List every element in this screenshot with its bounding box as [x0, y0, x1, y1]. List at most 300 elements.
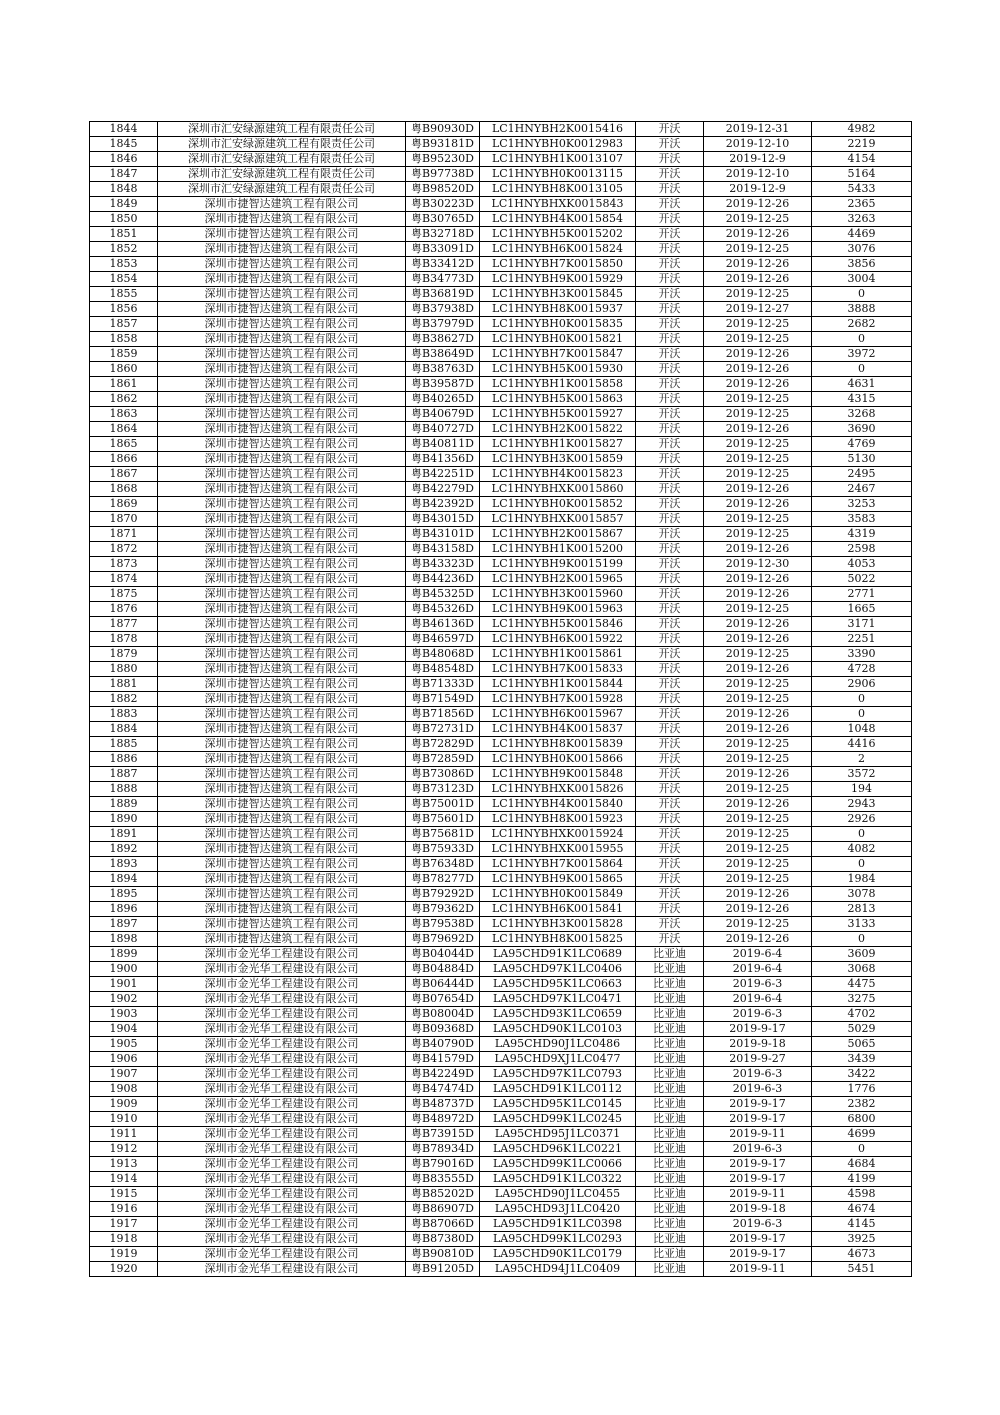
brand-cell: 比亚迪: [636, 977, 704, 992]
plate-number-cell: 粤B78934D: [406, 1142, 480, 1157]
company-name-cell: 深圳市金光华工程建设有限公司: [158, 1067, 406, 1082]
brand-cell: 开沃: [636, 707, 704, 722]
brand-cell: 开沃: [636, 572, 704, 587]
vin-number-cell: LC1HNYBH8K0015825: [480, 932, 636, 947]
date-cell: 2019-12-26: [704, 707, 812, 722]
brand-cell: 开沃: [636, 872, 704, 887]
value-cell: 4145: [812, 1217, 912, 1232]
brand-cell: 开沃: [636, 137, 704, 152]
plate-number-cell: 粤B33091D: [406, 242, 480, 257]
row-number-cell: 1846: [90, 152, 158, 167]
vin-number-cell: LC1HNYBH0K0015866: [480, 752, 636, 767]
row-number-cell: 1916: [90, 1202, 158, 1217]
company-name-cell: 深圳市金光华工程建设有限公司: [158, 992, 406, 1007]
table-row: [90, 1217, 912, 1232]
row-number-cell: 1859: [90, 347, 158, 362]
table-row: [90, 962, 912, 977]
table-row: [90, 947, 912, 962]
table-row: [90, 467, 912, 482]
date-cell: 2019-12-30: [704, 557, 812, 572]
table-row: [90, 317, 912, 332]
row-number-cell: 1909: [90, 1097, 158, 1112]
vin-number-cell: LC1HNYBH9K0015848: [480, 767, 636, 782]
plate-number-cell: 粤B45325D: [406, 587, 480, 602]
table-row: [90, 287, 912, 302]
plate-number-cell: 粤B79292D: [406, 887, 480, 902]
brand-cell: 比亚迪: [636, 1172, 704, 1187]
plate-number-cell: 粤B95230D: [406, 152, 480, 167]
plate-number-cell: 粤B43101D: [406, 527, 480, 542]
vin-number-cell: LC1HNYBHXK0015857: [480, 512, 636, 527]
brand-cell: 开沃: [636, 437, 704, 452]
vin-number-cell: LA95CHD91K1LC0322: [480, 1172, 636, 1187]
company-name-cell: 深圳市捷智达建筑工程有限公司: [158, 407, 406, 422]
date-cell: 2019-12-25: [704, 812, 812, 827]
date-cell: 2019-12-25: [704, 842, 812, 857]
vin-number-cell: LC1HNYBH7K0015833: [480, 662, 636, 677]
row-number-cell: 1858: [90, 332, 158, 347]
brand-cell: 比亚迪: [636, 1067, 704, 1082]
date-cell: 2019-6-3: [704, 1082, 812, 1097]
company-name-cell: 深圳市捷智达建筑工程有限公司: [158, 857, 406, 872]
row-number-cell: 1876: [90, 602, 158, 617]
brand-cell: 开沃: [636, 122, 704, 137]
plate-number-cell: 粤B91205D: [406, 1262, 480, 1277]
brand-cell: 比亚迪: [636, 1142, 704, 1157]
table-row: [90, 1247, 912, 1262]
company-name-cell: 深圳市捷智达建筑工程有限公司: [158, 497, 406, 512]
date-cell: 2019-12-25: [704, 872, 812, 887]
row-number-cell: 1905: [90, 1037, 158, 1052]
brand-cell: 开沃: [636, 482, 704, 497]
vin-number-cell: LC1HNYBHXK0015955: [480, 842, 636, 857]
date-cell: 2019-12-26: [704, 932, 812, 947]
brand-cell: 开沃: [636, 182, 704, 197]
plate-number-cell: 粤B48548D: [406, 662, 480, 677]
brand-cell: 开沃: [636, 542, 704, 557]
company-name-cell: 深圳市捷智达建筑工程有限公司: [158, 797, 406, 812]
vin-number-cell: LA95CHD97K1LC0406: [480, 962, 636, 977]
value-cell: 4702: [812, 1007, 912, 1022]
plate-number-cell: 粤B46597D: [406, 632, 480, 647]
brand-cell: 开沃: [636, 377, 704, 392]
value-cell: 2906: [812, 677, 912, 692]
table-row: [90, 1022, 912, 1037]
vin-number-cell: LC1HNYBH3K0015828: [480, 917, 636, 932]
company-name-cell: 深圳市捷智达建筑工程有限公司: [158, 437, 406, 452]
date-cell: 2019-9-27: [704, 1052, 812, 1067]
date-cell: 2019-12-26: [704, 767, 812, 782]
table-body: [90, 122, 912, 1277]
brand-cell: 开沃: [636, 287, 704, 302]
plate-number-cell: 粤B72859D: [406, 752, 480, 767]
row-number-cell: 1853: [90, 257, 158, 272]
vin-number-cell: LA95CHD95K1LC0145: [480, 1097, 636, 1112]
plate-number-cell: 粤B75001D: [406, 797, 480, 812]
date-cell: 2019-9-17: [704, 1022, 812, 1037]
vin-number-cell: LC1HNYBH1K0015844: [480, 677, 636, 692]
plate-number-cell: 粤B73086D: [406, 767, 480, 782]
plate-number-cell: 粤B78277D: [406, 872, 480, 887]
value-cell: 3690: [812, 422, 912, 437]
company-name-cell: 深圳市捷智达建筑工程有限公司: [158, 587, 406, 602]
date-cell: 2019-12-25: [704, 437, 812, 452]
vin-number-cell: LC1HNYBH6K0015841: [480, 902, 636, 917]
company-name-cell: 深圳市捷智达建筑工程有限公司: [158, 692, 406, 707]
brand-cell: 开沃: [636, 857, 704, 872]
vin-number-cell: LC1HNYBH7K0015928: [480, 692, 636, 707]
plate-number-cell: 粤B32718D: [406, 227, 480, 242]
value-cell: 4631: [812, 377, 912, 392]
vin-number-cell: LC1HNYBH1K0015200: [480, 542, 636, 557]
table-row: [90, 1082, 912, 1097]
date-cell: 2019-9-11: [704, 1127, 812, 1142]
row-number-cell: 1862: [90, 392, 158, 407]
row-number-cell: 1906: [90, 1052, 158, 1067]
date-cell: 2019-12-26: [704, 632, 812, 647]
date-cell: 2019-12-27: [704, 302, 812, 317]
value-cell: 3263: [812, 212, 912, 227]
row-number-cell: 1871: [90, 527, 158, 542]
value-cell: 3133: [812, 917, 912, 932]
table-row: [90, 437, 912, 452]
plate-number-cell: 粤B42279D: [406, 482, 480, 497]
date-cell: 2019-12-25: [704, 782, 812, 797]
value-cell: 5022: [812, 572, 912, 587]
company-name-cell: 深圳市捷智达建筑工程有限公司: [158, 512, 406, 527]
vin-number-cell: LC1HNYBHXK0015843: [480, 197, 636, 212]
vin-number-cell: LC1HNYBHXK0015860: [480, 482, 636, 497]
plate-number-cell: 粤B48737D: [406, 1097, 480, 1112]
company-name-cell: 深圳市捷智达建筑工程有限公司: [158, 467, 406, 482]
row-number-cell: 1854: [90, 272, 158, 287]
brand-cell: 开沃: [636, 332, 704, 347]
brand-cell: 比亚迪: [636, 1112, 704, 1127]
row-number-cell: 1883: [90, 707, 158, 722]
row-number-cell: 1887: [90, 767, 158, 782]
date-cell: 2019-12-26: [704, 617, 812, 632]
row-number-cell: 1918: [90, 1232, 158, 1247]
date-cell: 2019-9-18: [704, 1202, 812, 1217]
value-cell: 4199: [812, 1172, 912, 1187]
company-name-cell: 深圳市捷智达建筑工程有限公司: [158, 572, 406, 587]
row-number-cell: 1892: [90, 842, 158, 857]
value-cell: 5433: [812, 182, 912, 197]
table-row: [90, 272, 912, 287]
row-number-cell: 1886: [90, 752, 158, 767]
vin-number-cell: LC1HNYBH4K0015823: [480, 467, 636, 482]
date-cell: 2019-12-25: [704, 317, 812, 332]
plate-number-cell: 粤B43158D: [406, 542, 480, 557]
plate-number-cell: 粤B04884D: [406, 962, 480, 977]
brand-cell: 开沃: [636, 497, 704, 512]
value-cell: 2926: [812, 812, 912, 827]
row-number-cell: 1857: [90, 317, 158, 332]
value-cell: 3609: [812, 947, 912, 962]
value-cell: 2251: [812, 632, 912, 647]
date-cell: 2019-9-17: [704, 1232, 812, 1247]
table-row: [90, 662, 912, 677]
vin-number-cell: LC1HNYBHXK0015924: [480, 827, 636, 842]
plate-number-cell: 粤B42392D: [406, 497, 480, 512]
vin-number-cell: LC1HNYBH4K0015854: [480, 212, 636, 227]
brand-cell: 开沃: [636, 602, 704, 617]
plate-number-cell: 粤B76348D: [406, 857, 480, 872]
vin-number-cell: LA95CHD99K1LC0245: [480, 1112, 636, 1127]
plate-number-cell: 粤B06444D: [406, 977, 480, 992]
value-cell: 3572: [812, 767, 912, 782]
row-number-cell: 1898: [90, 932, 158, 947]
row-number-cell: 1908: [90, 1082, 158, 1097]
row-number-cell: 1848: [90, 182, 158, 197]
table-row: [90, 242, 912, 257]
row-number-cell: 1872: [90, 542, 158, 557]
vehicle-registry-table: [89, 121, 912, 1277]
row-number-cell: 1920: [90, 1262, 158, 1277]
vin-number-cell: LC1HNYBH2K0015867: [480, 527, 636, 542]
table-row: [90, 542, 912, 557]
brand-cell: 比亚迪: [636, 1022, 704, 1037]
table-row: [90, 692, 912, 707]
value-cell: 2943: [812, 797, 912, 812]
company-name-cell: 深圳市捷智达建筑工程有限公司: [158, 242, 406, 257]
date-cell: 2019-9-17: [704, 1157, 812, 1172]
row-number-cell: 1917: [90, 1217, 158, 1232]
plate-number-cell: 粤B72829D: [406, 737, 480, 752]
brand-cell: 开沃: [636, 347, 704, 362]
plate-number-cell: 粤B42249D: [406, 1067, 480, 1082]
row-number-cell: 1879: [90, 647, 158, 662]
vin-number-cell: LC1HNYBH5K0015846: [480, 617, 636, 632]
brand-cell: 比亚迪: [636, 1157, 704, 1172]
table-row: [90, 332, 912, 347]
row-number-cell: 1882: [90, 692, 158, 707]
plate-number-cell: 粤B43323D: [406, 557, 480, 572]
vin-number-cell: LC1HNYBH6K0015922: [480, 632, 636, 647]
vin-number-cell: LA95CHD99K1LC0066: [480, 1157, 636, 1172]
table-row: [90, 677, 912, 692]
value-cell: 2382: [812, 1097, 912, 1112]
value-cell: 4699: [812, 1127, 912, 1142]
brand-cell: 开沃: [636, 887, 704, 902]
company-name-cell: 深圳市捷智达建筑工程有限公司: [158, 872, 406, 887]
table-row: [90, 1067, 912, 1082]
date-cell: 2019-6-4: [704, 947, 812, 962]
table-row: [90, 857, 912, 872]
row-number-cell: 1893: [90, 857, 158, 872]
vin-number-cell: LC1HNYBH0K0015835: [480, 317, 636, 332]
plate-number-cell: 粤B73123D: [406, 782, 480, 797]
company-name-cell: 深圳市汇安绿源建筑工程有限责任公司: [158, 137, 406, 152]
brand-cell: 开沃: [636, 692, 704, 707]
value-cell: 2682: [812, 317, 912, 332]
brand-cell: 比亚迪: [636, 992, 704, 1007]
value-cell: 4315: [812, 392, 912, 407]
company-name-cell: 深圳市金光华工程建设有限公司: [158, 1007, 406, 1022]
plate-number-cell: 粤B43015D: [406, 512, 480, 527]
vin-number-cell: LC1HNYBH3K0015960: [480, 587, 636, 602]
table-row: [90, 482, 912, 497]
company-name-cell: 深圳市捷智达建筑工程有限公司: [158, 377, 406, 392]
value-cell: 3268: [812, 407, 912, 422]
date-cell: 2019-6-3: [704, 1067, 812, 1082]
row-number-cell: 1890: [90, 812, 158, 827]
date-cell: 2019-6-3: [704, 1217, 812, 1232]
plate-number-cell: 粤B85202D: [406, 1187, 480, 1202]
company-name-cell: 深圳市捷智达建筑工程有限公司: [158, 302, 406, 317]
value-cell: 6800: [812, 1112, 912, 1127]
vin-number-cell: LC1HNYBH5K0015202: [480, 227, 636, 242]
row-number-cell: 1903: [90, 1007, 158, 1022]
plate-number-cell: 粤B90930D: [406, 122, 480, 137]
date-cell: 2019-12-26: [704, 272, 812, 287]
date-cell: 2019-12-26: [704, 197, 812, 212]
row-number-cell: 1875: [90, 587, 158, 602]
vin-number-cell: LA95CHD91K1LC0398: [480, 1217, 636, 1232]
value-cell: 0: [812, 1142, 912, 1157]
date-cell: 2019-12-25: [704, 857, 812, 872]
company-name-cell: 深圳市捷智达建筑工程有限公司: [158, 722, 406, 737]
row-number-cell: 1912: [90, 1142, 158, 1157]
brand-cell: 比亚迪: [636, 1217, 704, 1232]
brand-cell: 开沃: [636, 527, 704, 542]
plate-number-cell: 粤B87380D: [406, 1232, 480, 1247]
plate-number-cell: 粤B98520D: [406, 182, 480, 197]
plate-number-cell: 粤B08004D: [406, 1007, 480, 1022]
plate-number-cell: 粤B75933D: [406, 842, 480, 857]
date-cell: 2019-9-17: [704, 1112, 812, 1127]
plate-number-cell: 粤B71333D: [406, 677, 480, 692]
vin-number-cell: LC1HNYBH8K0015923: [480, 812, 636, 827]
plate-number-cell: 粤B48068D: [406, 647, 480, 662]
plate-number-cell: 粤B40265D: [406, 392, 480, 407]
plate-number-cell: 粤B37979D: [406, 317, 480, 332]
plate-number-cell: 粤B09368D: [406, 1022, 480, 1037]
company-name-cell: 深圳市金光华工程建设有限公司: [158, 1037, 406, 1052]
table-row: [90, 1052, 912, 1067]
value-cell: 194: [812, 782, 912, 797]
plate-number-cell: 粤B79362D: [406, 902, 480, 917]
company-name-cell: 深圳市捷智达建筑工程有限公司: [158, 917, 406, 932]
value-cell: 3253: [812, 497, 912, 512]
company-name-cell: 深圳市捷智达建筑工程有限公司: [158, 782, 406, 797]
row-number-cell: 1897: [90, 917, 158, 932]
plate-number-cell: 粤B75601D: [406, 812, 480, 827]
brand-cell: 开沃: [636, 677, 704, 692]
company-name-cell: 深圳市捷智达建筑工程有限公司: [158, 752, 406, 767]
vin-number-cell: LC1HNYBH3K0015845: [480, 287, 636, 302]
row-number-cell: 1919: [90, 1247, 158, 1262]
row-number-cell: 1891: [90, 827, 158, 842]
value-cell: 2219: [812, 137, 912, 152]
brand-cell: 开沃: [636, 212, 704, 227]
date-cell: 2019-12-25: [704, 452, 812, 467]
company-name-cell: 深圳市捷智达建筑工程有限公司: [158, 347, 406, 362]
value-cell: 4082: [812, 842, 912, 857]
vin-number-cell: LC1HNYBH1K0015861: [480, 647, 636, 662]
company-name-cell: 深圳市汇安绿源建筑工程有限责任公司: [158, 182, 406, 197]
brand-cell: 比亚迪: [636, 1127, 704, 1142]
brand-cell: 开沃: [636, 152, 704, 167]
vin-number-cell: LA95CHD97K1LC0793: [480, 1067, 636, 1082]
brand-cell: 开沃: [636, 752, 704, 767]
company-name-cell: 深圳市捷智达建筑工程有限公司: [158, 812, 406, 827]
plate-number-cell: 粤B44236D: [406, 572, 480, 587]
row-number-cell: 1864: [90, 422, 158, 437]
row-number-cell: 1896: [90, 902, 158, 917]
date-cell: 2019-12-26: [704, 362, 812, 377]
table-row: [90, 1232, 912, 1247]
row-number-cell: 1856: [90, 302, 158, 317]
company-name-cell: 深圳市捷智达建筑工程有限公司: [158, 482, 406, 497]
vin-number-cell: LC1HNYBH1K0015858: [480, 377, 636, 392]
company-name-cell: 深圳市金光华工程建设有限公司: [158, 1187, 406, 1202]
date-cell: 2019-12-26: [704, 377, 812, 392]
plate-number-cell: 粤B30765D: [406, 212, 480, 227]
plate-number-cell: 粤B33412D: [406, 257, 480, 272]
company-name-cell: 深圳市汇安绿源建筑工程有限责任公司: [158, 167, 406, 182]
table-row: [90, 1172, 912, 1187]
value-cell: 3078: [812, 887, 912, 902]
vin-number-cell: LC1HNYBH9K0015963: [480, 602, 636, 617]
value-cell: 1048: [812, 722, 912, 737]
value-cell: 3068: [812, 962, 912, 977]
table-row: [90, 1157, 912, 1172]
value-cell: 1776: [812, 1082, 912, 1097]
company-name-cell: 深圳市金光华工程建设有限公司: [158, 1127, 406, 1142]
company-name-cell: 深圳市金光华工程建设有限公司: [158, 1172, 406, 1187]
value-cell: 2598: [812, 542, 912, 557]
brand-cell: 开沃: [636, 317, 704, 332]
plate-number-cell: 粤B71856D: [406, 707, 480, 722]
company-name-cell: 深圳市金光华工程建设有限公司: [158, 1097, 406, 1112]
date-cell: 2019-9-11: [704, 1262, 812, 1277]
row-number-cell: 1866: [90, 452, 158, 467]
vin-number-cell: LC1HNYBH6K0015824: [480, 242, 636, 257]
value-cell: 0: [812, 932, 912, 947]
plate-number-cell: 粤B75681D: [406, 827, 480, 842]
value-cell: 3390: [812, 647, 912, 662]
row-number-cell: 1910: [90, 1112, 158, 1127]
brand-cell: 开沃: [636, 782, 704, 797]
row-number-cell: 1885: [90, 737, 158, 752]
vin-number-cell: LA95CHD97K1LC0471: [480, 992, 636, 1007]
vin-number-cell: LC1HNYBH0K0015849: [480, 887, 636, 902]
vin-number-cell: LC1HNYBH8K0015937: [480, 302, 636, 317]
vin-number-cell: LC1HNYBH9K0015865: [480, 872, 636, 887]
date-cell: 2019-12-25: [704, 692, 812, 707]
brand-cell: 开沃: [636, 272, 704, 287]
plate-number-cell: 粤B38649D: [406, 347, 480, 362]
table-row: [90, 812, 912, 827]
vin-number-cell: LA95CHD94J1LC0409: [480, 1262, 636, 1277]
row-number-cell: 1852: [90, 242, 158, 257]
date-cell: 2019-12-26: [704, 227, 812, 242]
plate-number-cell: 粤B04044D: [406, 947, 480, 962]
table-row: [90, 227, 912, 242]
table-row: [90, 707, 912, 722]
plate-number-cell: 粤B39587D: [406, 377, 480, 392]
vin-number-cell: LC1HNYBH2K0015965: [480, 572, 636, 587]
value-cell: 0: [812, 692, 912, 707]
company-name-cell: 深圳市汇安绿源建筑工程有限责任公司: [158, 122, 406, 137]
table-row: [90, 782, 912, 797]
vin-number-cell: LC1HNYBH8K0015839: [480, 737, 636, 752]
row-number-cell: 1913: [90, 1157, 158, 1172]
table-row: [90, 572, 912, 587]
table-row: [90, 347, 912, 362]
company-name-cell: 深圳市捷智达建筑工程有限公司: [158, 617, 406, 632]
